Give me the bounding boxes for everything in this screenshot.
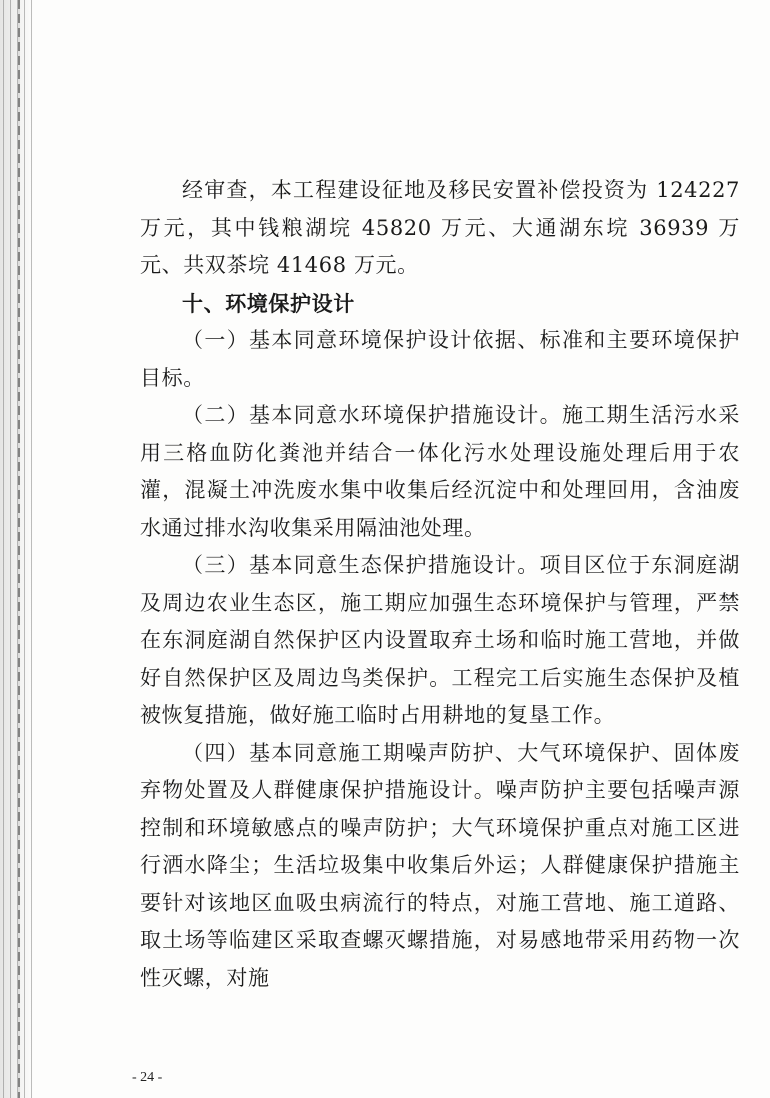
paragraph-ecology-protection: （三）基本同意生态保护措施设计。项目区位于东洞庭湖及周边农业生态区，施工期应加强生态环境保护与管理，严禁在东洞庭湖自然保护区内设置取弃土场和临时施工营地，并做好自然保护区及周边鸟类保护。工程完工后实施生态保护及植被恢复措施，做好施工临时占用耕地的复垦工作。 — [140, 553, 740, 727]
page-number: - 24 - — [132, 1070, 163, 1085]
scan-binding-edge — [0, 0, 34, 1098]
paragraph-water-protection: （二）基本同意水环境保护措施设计。施工期生活污水采用三格血防化粪池并结合一体化污水处理设施处理后用于农灌，混凝土冲洗废水集中收集后经沉淀中和处理回用，含油废水通过排水沟收集采用隔油池处理。 — [140, 403, 740, 540]
document-body — [140, 172, 740, 997]
paragraph-noise-air-health: （四）基本同意施工期噪声防护、大气环境保护、固体废弃物处置及人群健康保护措施设计。噪声防护主要包括噪声源控制和环境敏感点的噪声防护；大气环境保护重点对施工区进行洒水降尘；生活垃圾集中收集后外运；人群健康保护措施主要针对该地区血吸虫病流行的特点，对施工营地、施工道路、取土场等临建区采取查螺灭螺措施，对易感地带采用药物一次性灭螺，对施 — [140, 740, 740, 990]
paragraph-env-basis: （一）基本同意环境保护设计依据、标准和主要环境保护目标。 — [140, 328, 740, 390]
paragraph-compensation-investment: 经审查，本工程建设征地及移民安置补偿投资为 124227 万元，其中钱粮湖垸 45820 万元、大通湖东垸 36939 万元、共双茶垸 41468 万元。 — [140, 178, 740, 277]
section-heading-environment: 十、环境保护设计 — [182, 290, 355, 316]
